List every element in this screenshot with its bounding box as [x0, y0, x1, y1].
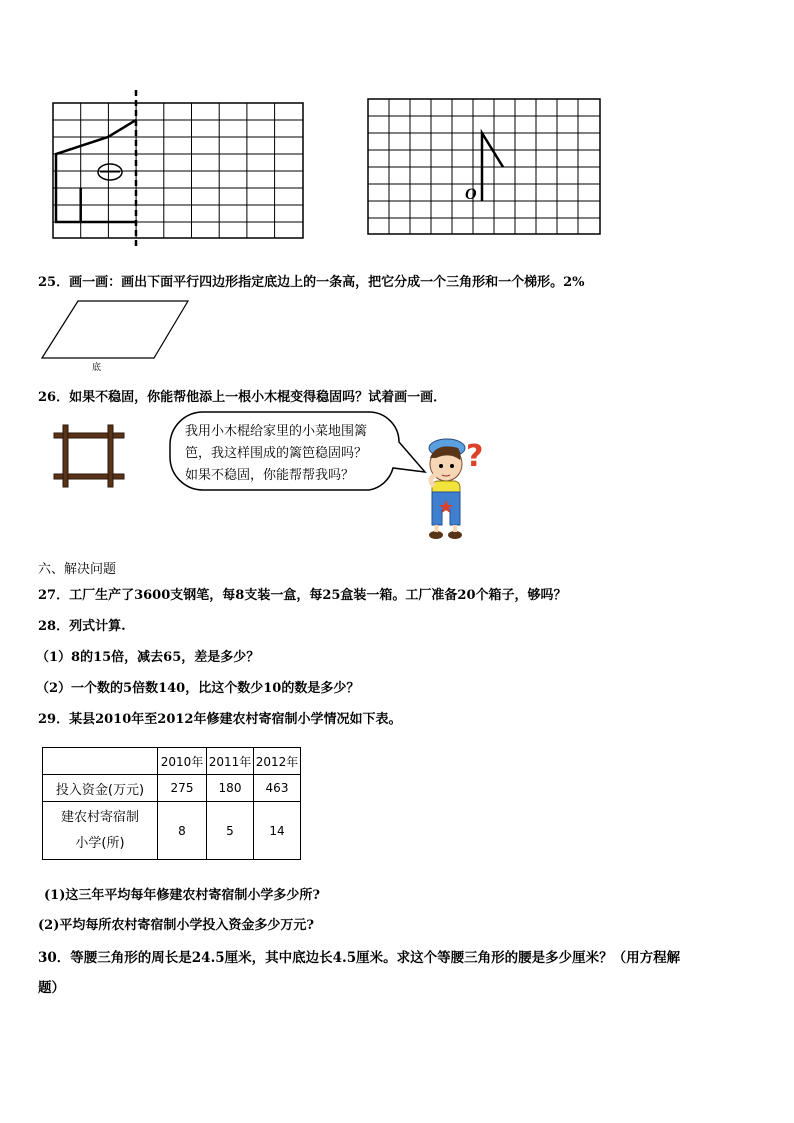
- question-25: 25．画一画：画出下面平行四边形指定底边上的一条高，把它分成一个三角形和一个梯形。2%: [38, 275, 585, 290]
- question-28-part-2: （2）一个数的5倍数140，比这个数少10的数是多少？: [36, 681, 360, 696]
- table-row-funds-label: 投入资金(万元): [43, 775, 158, 802]
- table-cell: 8: [158, 802, 207, 860]
- table-cell: 463: [254, 775, 301, 802]
- speech-bubble-text: [185, 421, 405, 487]
- table-row-schools-label: [43, 802, 158, 860]
- cartoon-boy-illustration: [414, 430, 494, 548]
- table-header-2011: 2011年: [207, 748, 254, 775]
- question-27: 27．工厂生产了3600支钢笔，每8支装一盒，每25盒装一箱。工厂准备20个箱子，够吗？: [38, 588, 567, 603]
- question-28-part-1: （1）8的15倍，减去65，差是多少？: [36, 650, 260, 665]
- table-header-empty: [43, 748, 158, 775]
- parallelogram-figure: [38, 296, 198, 376]
- base-label: 底: [92, 363, 102, 373]
- table-cell: 180: [207, 775, 254, 802]
- section-6-heading: 六、解决问题: [38, 562, 117, 577]
- question-30-line-1: 30．等腰三角形的周长是24.5厘米，其中底边长4.5厘米。求这个等腰三角形的腰是多少厘米？（用方程解: [38, 950, 681, 966]
- bubble-line-2: 笆，我这样围成的篱笆稳固吗？: [185, 446, 368, 461]
- table-cell: 5: [207, 802, 254, 860]
- table-header-2010: 2010年: [158, 748, 207, 775]
- grid-point-o-label: O: [465, 186, 477, 203]
- table-cell: 275: [158, 775, 207, 802]
- schools-label-line-2: 小学(所): [75, 835, 125, 851]
- schools-label-line-1: 建农村寄宿制: [60, 809, 139, 825]
- question-29-part-2: (2)平均每所农村寄宿制小学投入资金多少万元?: [38, 918, 314, 933]
- question-29-part-1: (1)这三年平均每年修建农村寄宿制小学多少所?: [44, 888, 320, 903]
- question-29: 29．某县2010年至2012年修建农村寄宿制小学情况如下表。: [38, 712, 402, 727]
- bubble-line-1: 我用小木棍给家里的小菜地围篱: [185, 424, 368, 439]
- left-grid-figure: [52, 88, 308, 248]
- stick-fence-figure: [52, 424, 126, 488]
- table-header-2012: 2012年: [254, 748, 301, 775]
- school-construction-table: [42, 747, 301, 860]
- table-cell: 14: [254, 802, 301, 860]
- question-26: 26．如果不稳固，你能帮他添上一根小木棍变得稳固吗？试着画一画．: [38, 390, 447, 405]
- question-28: 28．列式计算.: [38, 619, 126, 634]
- question-mark-icon: ?: [466, 439, 484, 474]
- bubble-line-3: 如果不稳固，你能帮帮我吗？: [185, 468, 355, 483]
- question-30-line-2: 题）: [38, 980, 65, 996]
- right-grid-figure: [367, 98, 603, 238]
